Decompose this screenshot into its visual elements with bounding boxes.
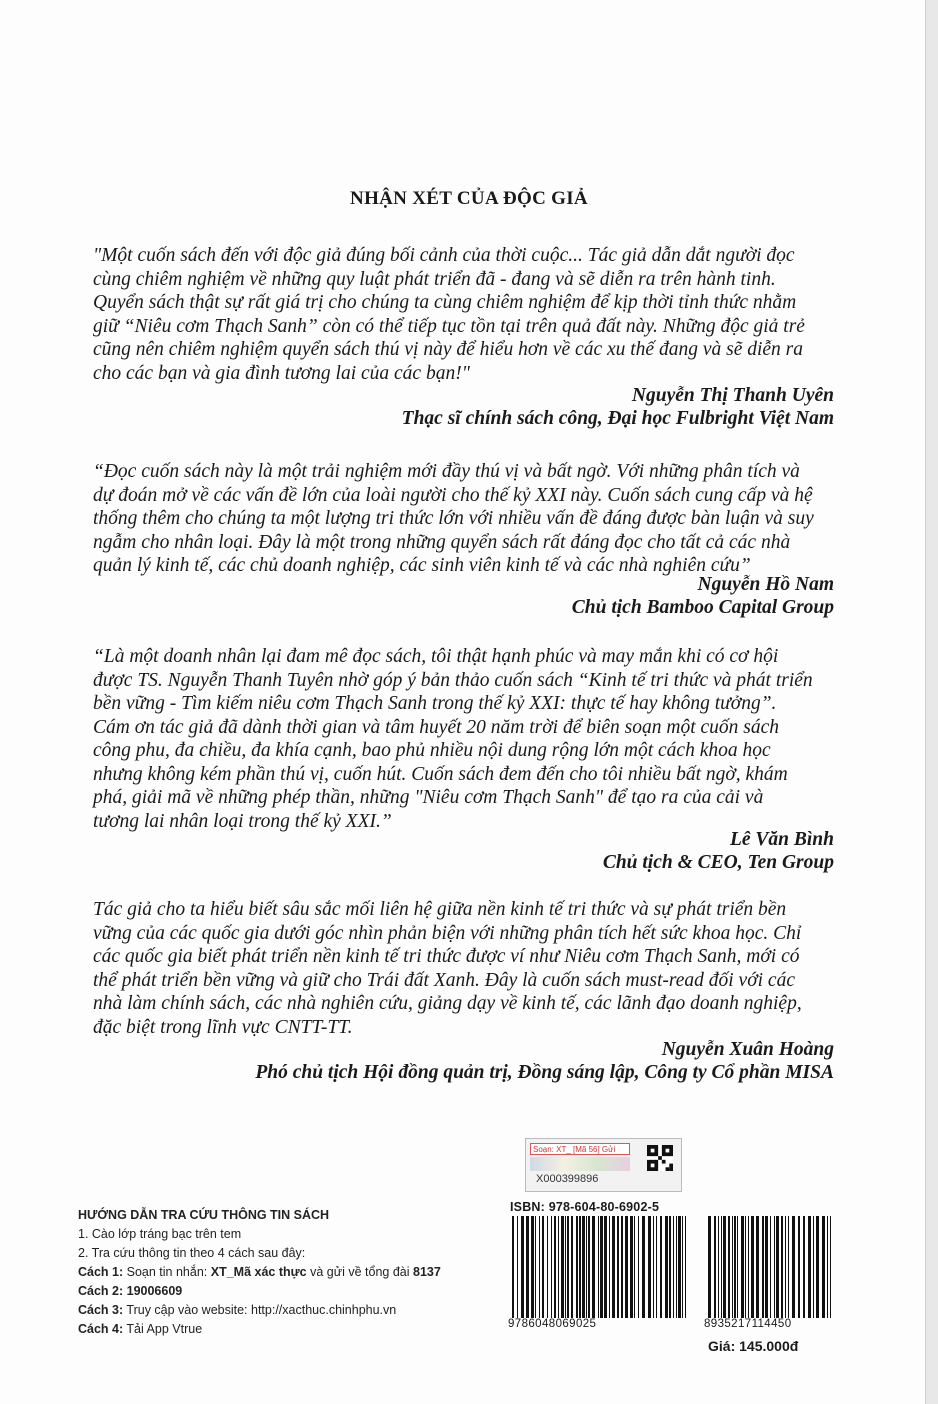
- barcode-bar: [592, 1216, 595, 1318]
- book-edge: [925, 0, 938, 1404]
- review-4-attribution: [255, 1038, 834, 1084]
- isbn-barcode-digits: 9786048069025: [508, 1318, 597, 1330]
- review-2-quote: [93, 460, 838, 578]
- barcode-bar: [669, 1216, 671, 1318]
- barcode-bar: [625, 1216, 628, 1318]
- review-line: “Đọc cuốn sách này là một trải nghiệm mới đầy thú vị và bất ngờ. Với những phân tích và: [93, 461, 800, 482]
- review-line: công phu, đa chiều, đa khía cạnh, bao phủ nhiều nội dung rộng lớn một cách khoa học: [93, 740, 771, 761]
- review-1-attribution: [402, 384, 834, 430]
- barcode-bar: [822, 1216, 825, 1318]
- sticker-serial: X000399896: [536, 1173, 599, 1185]
- barcode-bar: [642, 1216, 645, 1318]
- review-line: "Một cuốn sách đến với độc giả đúng bối cảnh của thời cuộc... Tác giả dẫn dắt người đọc: [93, 245, 795, 266]
- barcode-bar: [676, 1216, 677, 1318]
- barcode-bar: [830, 1216, 831, 1318]
- review-line: cùng chiêm nghiệm về những quy luật phát triển đã - đang và sẽ diễn ra trên hành tinh.: [93, 268, 776, 290]
- method-number: 8137: [413, 1265, 441, 1279]
- barcode-bar: [558, 1216, 559, 1318]
- barcode-bar: [708, 1216, 711, 1318]
- price-label: Giá: 145.000đ: [708, 1338, 799, 1354]
- barcode-bar: [621, 1216, 623, 1318]
- barcode-bar: [723, 1216, 726, 1318]
- barcode-bar: [728, 1216, 730, 1318]
- barcode-bar: [732, 1216, 733, 1318]
- method-text: Tải App Vtrue: [123, 1322, 203, 1336]
- barcode-bar: [751, 1216, 754, 1318]
- barcode-bar: [808, 1216, 811, 1318]
- guide-method-4: [78, 1320, 441, 1339]
- barcode-bar: [665, 1216, 668, 1318]
- barcode-bar: [748, 1216, 749, 1318]
- review-line: được TS. Nguyễn Thanh Tuyên nhờ góp ý bản thảo cuốn sách “Kinh tế tri thức và phát triển: [93, 669, 813, 691]
- barcode-bar: [604, 1216, 607, 1318]
- barcode-bar: [600, 1216, 603, 1318]
- lookup-guide: [78, 1206, 441, 1339]
- guide-method-3: [78, 1301, 441, 1320]
- isbn-label: ISBN: 978-604-80-6902-5: [510, 1200, 660, 1214]
- barcode-bar: [798, 1216, 800, 1318]
- barcode-bar: [521, 1216, 524, 1318]
- method-label: Cách 1:: [78, 1265, 124, 1279]
- reviewer-role: Chủ tịch Bamboo Capital Group: [571, 597, 834, 618]
- barcode-bar: [554, 1216, 556, 1318]
- review-line: nhưng không kém phần thú vị, cuốn hút. Cuốn sách đem đến cho tôi nhiều bất ngờ, khám: [93, 763, 788, 785]
- review-line: tương lai nhân loại trong thế kỷ XXI.”: [93, 810, 392, 832]
- price-barcode-digits: 8935217114450: [704, 1318, 792, 1330]
- page-title: NHẬN XÉT CỦA ĐỘC GIẢ: [350, 188, 588, 209]
- reviewer-name: Nguyễn Xuân Hoàng: [661, 1039, 834, 1060]
- barcode-bar: [634, 1216, 635, 1318]
- barcode-bar: [774, 1216, 775, 1318]
- method-label: Cách 2:: [78, 1284, 124, 1298]
- barcode-bar: [567, 1216, 569, 1318]
- reviewer-role: Chủ tịch & CEO, Ten Group: [602, 852, 834, 873]
- barcode-bar: [816, 1216, 819, 1318]
- barcode-bar: [756, 1216, 759, 1318]
- barcode-bar: [653, 1216, 654, 1318]
- barcode-bar: [714, 1216, 716, 1318]
- method-text: Truy cập vào website: http://xacthuc.chinhphu.vn: [123, 1303, 397, 1317]
- barcode-bar: [745, 1216, 746, 1318]
- barcode-bar: [685, 1216, 686, 1318]
- review-line: vững của các quốc gia dưới góc nhìn phản biện với những phân tích hết sức khoa học. Chỉ: [93, 922, 802, 944]
- barcode-bar: [517, 1216, 518, 1318]
- barcode-bar: [588, 1216, 590, 1318]
- barcode-bar: [741, 1216, 744, 1318]
- review-line: Quyển sách thật sự rất giá trị cho chúng ta cùng chiêm nghiệm để kịp thời tỉnh thức nhằm: [93, 292, 797, 313]
- barcode-bar: [547, 1216, 548, 1318]
- barcode-bar: [539, 1216, 540, 1318]
- method-text: Soạn tin nhắn:: [123, 1265, 211, 1279]
- price-barcode: [706, 1216, 834, 1318]
- review-line: phá, giải mã về những phép thần, những "Niêu cơm Thạch Sanh" để tạo ra của cải và: [93, 787, 764, 808]
- barcode-bar: [630, 1216, 633, 1318]
- review-4-quote: [93, 898, 838, 1039]
- method-text: và gửi về tổng đài: [306, 1265, 413, 1279]
- barcode-bar: [582, 1216, 585, 1318]
- barcode-bar: [609, 1216, 610, 1318]
- review-line: cho các bạn và gia đình tương lai của các bạn!": [93, 362, 470, 384]
- review-line: Cám ơn tác giả đã dành thời gian và tâm huyết 20 năm trời để biên soạn một cuốn sách: [93, 716, 780, 738]
- method-label: Cách 3:: [78, 1303, 124, 1317]
- barcode-bar: [648, 1216, 651, 1318]
- barcode-bar: [571, 1216, 573, 1318]
- barcode-bar: [612, 1216, 615, 1318]
- barcode-bar: [682, 1216, 683, 1318]
- barcode-bar: [770, 1216, 771, 1318]
- barcode-bar: [813, 1216, 814, 1318]
- review-line: bền vững - Tìm kiếm niêu cơm Thạch Sanh trong thế kỷ XXI: thực tế hay không tưởng”.: [93, 693, 777, 714]
- method-code: XT_Mã xác thực: [210, 1265, 307, 1279]
- review-line: quản lý kinh tế, các chủ doanh nghiệp, các sinh viên kinh tế và các nhà nghiên cứu”: [93, 555, 751, 576]
- review-line: các quốc gia biết phát triển nền kinh tế tri thức được ví như Niêu cơm Thạch Sanh, mới có: [93, 946, 800, 967]
- guide-method-1: [78, 1263, 441, 1282]
- sticker-sms-text: Soạn: XT_ [Mã 56] Gửi: [530, 1143, 630, 1155]
- review-2-attribution: [572, 573, 834, 619]
- review-line: thống thêm cho chúng ta một lượng tri thức lớn với nhiều vấn đề đáng được bàn luận và suy: [93, 508, 814, 529]
- barcode-bar: [781, 1216, 783, 1318]
- barcode-bar: [788, 1216, 789, 1318]
- review-line: cũng nên chiêm nghiệm quyển sách thú vị này để hiểu hơn về các xu thế đang và sẽ diễn ra: [93, 339, 804, 360]
- guide-method-2: [78, 1282, 441, 1301]
- barcode-bar: [792, 1216, 795, 1318]
- barcode-bar: [660, 1216, 662, 1318]
- barcode-bar: [638, 1216, 639, 1318]
- barcode-bar: [535, 1216, 536, 1318]
- barcode-bar: [765, 1216, 768, 1318]
- barcode-bar: [737, 1216, 738, 1318]
- guide-step-2: 2. Tra cứu thông tin theo 4 cách sau đây:: [78, 1246, 306, 1260]
- method-label: Cách 4:: [78, 1322, 124, 1336]
- barcode-bar: [531, 1216, 534, 1318]
- review-3-quote: [93, 645, 838, 833]
- review-3-attribution: [603, 828, 834, 874]
- barcode-bar: [776, 1216, 779, 1318]
- guide-title: HƯỚNG DẪN TRA CỨU THÔNG TIN SÁCH: [78, 1208, 330, 1222]
- authentication-sticker: [525, 1138, 682, 1192]
- barcode-bar: [551, 1216, 552, 1318]
- reviewer-name: Nguyễn Hồ Nam: [697, 574, 834, 595]
- review-line: dự đoán mở về các vấn đề lớn của loài người cho thế kỷ XXI này. Cuốn sách cung cấp và hệ: [93, 484, 813, 506]
- reviewer-role: Phó chủ tịch Hội đồng quản trị, Đồng sáng lập, Công ty Cổ phần MISA: [255, 1062, 834, 1083]
- barcode-bar: [803, 1216, 805, 1318]
- barcode-bar: [673, 1216, 674, 1318]
- barcode-bar: [721, 1216, 722, 1318]
- review-line: Tác giả cho ta hiểu biết sâu sắc mối liên hệ giữa nền kinh tế tri thức và sự phát triển bền: [93, 899, 787, 920]
- review-line: thể phát triển bền vững và giữ cho Trái đất Xanh. Đây là cuốn sách must-read đối với các: [93, 969, 795, 991]
- barcode-bar: [526, 1216, 529, 1318]
- barcode-bar: [827, 1216, 828, 1318]
- review-line: “Là một doanh nhân lại đam mê đọc sách, tôi thật hạnh phúc và may mắn khi có cơ hội: [93, 646, 779, 667]
- barcode-bar: [656, 1216, 657, 1318]
- review-line: ngẫm cho nhân loại. Đây là một trong những quyển sách rất đáng đọc cho tất cả các nhà: [93, 531, 791, 553]
- barcode-bar: [586, 1216, 587, 1318]
- review-line: nhà làm chính sách, các nhà nghiên cứu, giảng dạy về kinh tế, các lãnh đạo doanh nghiệp,: [93, 993, 802, 1014]
- scratch-hologram: [530, 1157, 630, 1171]
- barcode-bar: [762, 1216, 764, 1318]
- barcode-bar: [617, 1216, 619, 1318]
- barcode-bar: [678, 1216, 681, 1318]
- barcode-bar: [598, 1216, 599, 1318]
- barcode-bar: [579, 1216, 581, 1318]
- barcode-bar: [576, 1216, 578, 1318]
- reviewer-name: Nguyễn Thị Thanh Uyên: [631, 385, 834, 406]
- barcode-bar: [785, 1216, 786, 1318]
- barcode-bar: [734, 1216, 736, 1318]
- reviewer-name: Lê Văn Bình: [729, 829, 834, 850]
- barcode-bar: [542, 1216, 544, 1318]
- reviewer-role: Thạc sĩ chính sách công, Đại học Fulbright Việt Nam: [401, 408, 834, 429]
- guide-step-1: 1. Cào lớp tráng bạc trên tem: [78, 1227, 242, 1241]
- review-line: giữ “Niêu cơm Thạch Sanh” còn có thể tiếp tục tồn tại trên quả đất này. Những độc giả trẻ: [93, 315, 805, 337]
- review-line: đặc biệt trong lĩnh vực CNTT-TT.: [93, 1016, 353, 1038]
- review-1-quote: [93, 244, 838, 385]
- isbn-barcode: [510, 1216, 690, 1318]
- barcode-bar: [565, 1216, 566, 1318]
- barcode-bar: [718, 1216, 719, 1318]
- barcode-bar: [561, 1216, 564, 1318]
- barcode-bar: [512, 1216, 514, 1318]
- method-number: 19006609: [123, 1284, 183, 1298]
- qr-code-icon: [647, 1145, 673, 1171]
